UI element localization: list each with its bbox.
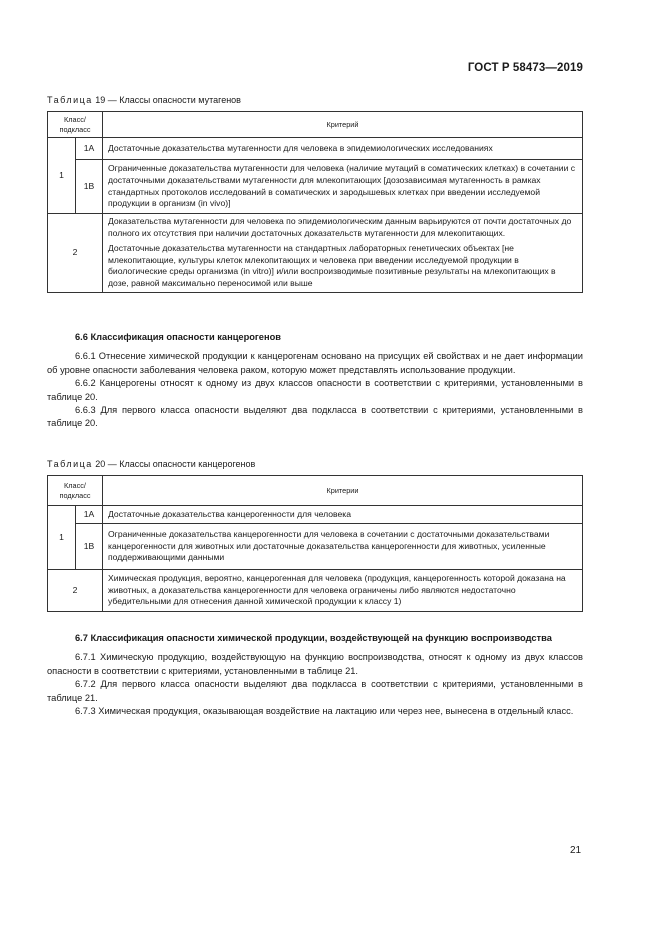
table20-subclass-1b: 1B — [76, 524, 103, 570]
table-row — [48, 506, 583, 524]
page-number: 21 — [570, 845, 582, 856]
document-code: ГОСТ Р 58473—2019 — [467, 62, 583, 74]
table-row — [48, 570, 583, 612]
table19-criteria-1a: Достаточные доказательства мутагенности для человека в эпидемиологических исследованиях — [103, 138, 583, 160]
table-row — [48, 138, 583, 160]
table20-class-2: 2 — [48, 570, 103, 612]
section-6-7-2: 6.7.2 Для первого класса опасности выделяют два подкласса в соответствии с критериями, установленными в таблице 21. — [47, 679, 583, 703]
table20-head-criteria: Критерии — [103, 476, 583, 506]
section-6-7-1: 6.7.1 Химическую продукцию, воздействующую на функцию воспроизводства, относят к одному из двух классов опасности в соответствии с критериями, установленными в таблице 21. — [47, 652, 583, 676]
table20-caption-text: 20 — Классы опасности канцерогенов — [92, 459, 256, 469]
table19-caption-prefix: Таблица — [47, 95, 93, 105]
table20-criteria-1a: Достаточные доказательства канцерогенности для человека — [103, 506, 583, 524]
table19-criteria-2 — [103, 214, 583, 293]
table20-subclass-1a: 1A — [76, 506, 103, 524]
table19-header-row — [48, 112, 583, 138]
table19-head-criteria: Критерий — [103, 112, 583, 138]
table19-criteria-2-para2: Достаточные доказательства мутагенности на стандартных лабораторных генетических объектах [не млекопитающие, культуры клеток млекопитающих и человека при введении исследуемой продукции в биологические среды организма (in vitro)] и/или воспроизводимые позитивные результаты на млекопитающих в дозе, равной максимально переносимой или выше — [108, 243, 556, 288]
table20-header-row — [48, 476, 583, 506]
section-6-6-1: 6.6.1 Отнесение химической продукции к канцерогенам основано на присущих ей свойствах и не дает информации об уровне опасности заболевания человека раком, которую может представлять использование продукции. — [47, 351, 583, 375]
table19 — [47, 111, 583, 293]
table19-caption-text: 19 — Классы опасности мутагенов — [92, 95, 241, 105]
table-row — [48, 160, 583, 214]
table19-criteria-2-para1: Доказательства мутагенности для человека по эпидемиологическим данным варьируются от почти достаточных до полного их отсутствия при наличии достаточных доказательств мутагенности для млекопитающих. — [108, 216, 572, 238]
table19-criteria-1b: Ограниченные доказательства мутагенности для человека (наличие мутаций в соматических клетках) в сочетании с достаточными доказательствами мутагенности для млекопитающих [дозозависимая мутагенность в рамках стандартных протоколов исследований в соматических и зародышевых клетках при введении исследуемой продукции в организм (in vivo)] — [103, 160, 583, 214]
table20-criteria-2: Химическая продукция, вероятно, канцерогенная для человека (продукция, канцерогенность которой доказана на животных, а доказательства канцерогенности для человека ограничены либо являются недостаточно убедительными для отнесения данной химической продукции к классу 1) — [103, 570, 583, 612]
table20-caption — [47, 459, 255, 469]
table-row — [48, 214, 583, 293]
section-6-7-title: 6.7 Классификация опасности химической продукции, воздействующей на функцию воспроизводства — [75, 633, 552, 643]
section-6-6-title: 6.6 Классификация опасности канцерогенов — [75, 332, 281, 342]
table20-head-class: Класс/ подкласс — [48, 476, 103, 506]
table20-caption-prefix: Таблица — [47, 459, 93, 469]
table19-class-1: 1 — [48, 138, 76, 214]
section-6-6 — [47, 331, 583, 431]
table20 — [47, 475, 583, 612]
table19-class-2: 2 — [48, 214, 103, 293]
section-6-7-3: 6.7.3 Химическая продукция, оказывающая воздействие на лактацию или через нее, вынесена в отдельный класс. — [75, 706, 574, 717]
table19-subclass-1a: 1A — [76, 138, 103, 160]
table20-criteria-1b: Ограниченные доказательства канцерогенности для человека в сочетании с достаточными доказательствами канцерогенности для животных или достаточные доказательства канцерогенности для животных, усиленные поддерживающими данными — [103, 524, 583, 570]
table19-subclass-1b: 1B — [76, 160, 103, 214]
table20-class-1: 1 — [48, 506, 76, 570]
table-row — [48, 524, 583, 570]
section-6-6-2: 6.6.2 Канцерогены относят к одному из двух классов опасности в соответствии с критериями, установленными в таблице 20. — [47, 378, 583, 402]
table19-head-class: Класс/ подкласс — [48, 112, 103, 138]
section-6-6-3: 6.6.3 Для первого класса опасности выделяют два подкласса в соответствии с критериями, установленными в таблице 20. — [47, 405, 583, 429]
section-6-7 — [47, 632, 583, 718]
table19-caption — [47, 95, 241, 105]
